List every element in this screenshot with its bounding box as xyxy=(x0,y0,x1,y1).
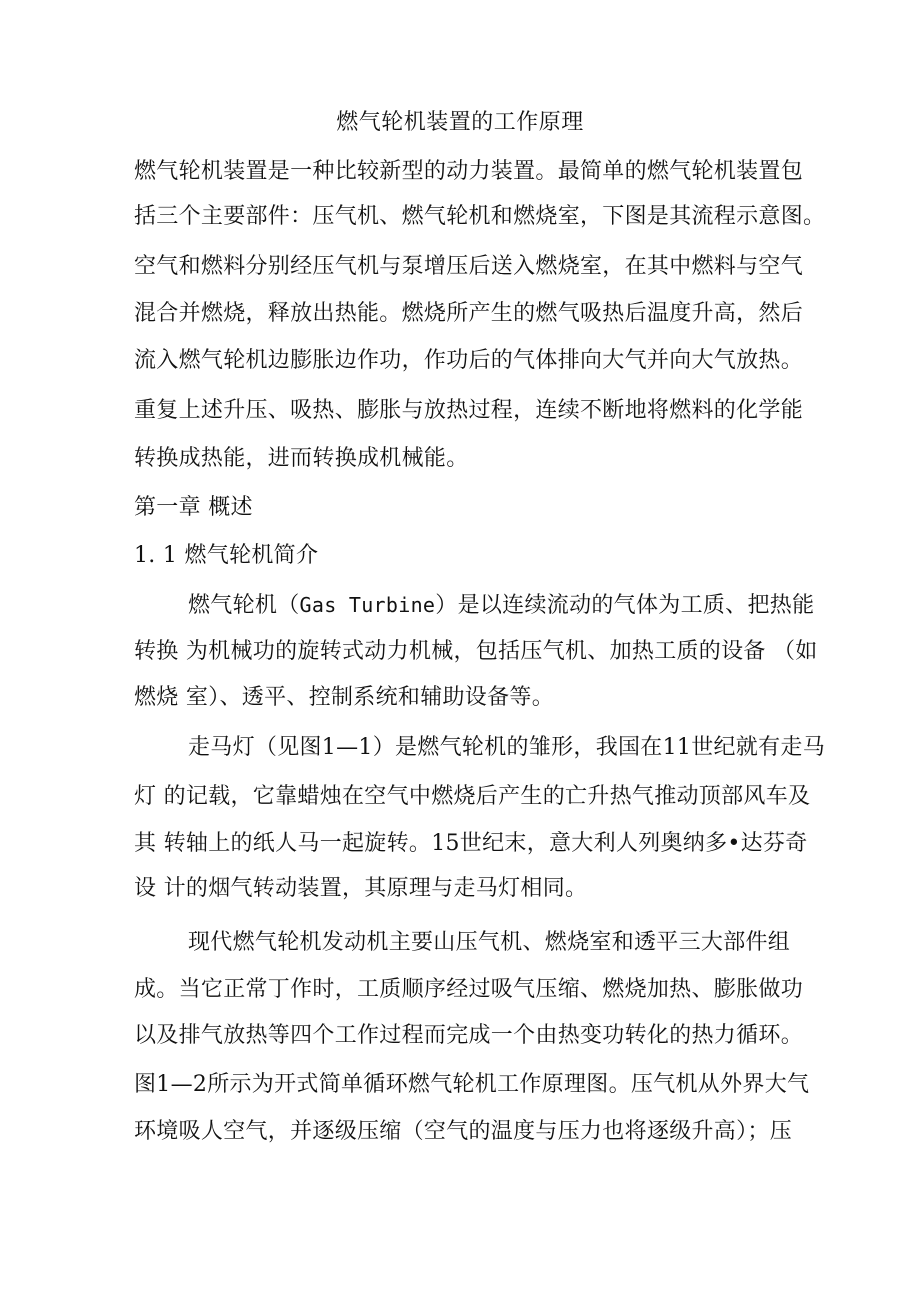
para2-line-1: 走马灯（见图1—1）是燃气轮机的雏形，我国在11世纪就有走马 xyxy=(188,735,825,760)
chapter-heading: 第一章 概述 xyxy=(134,495,253,520)
para2-line-4: 设 计的烟气转动装置，其原理与走马灯相同。 xyxy=(134,876,588,901)
intro-line-7: 转换成热能，进而转换成机械能。 xyxy=(134,446,469,471)
para3-line-2: 成。当它正常丁作时，工质顺序经过吸气压缩、燃烧加热、膨胀做功 xyxy=(134,977,804,1002)
section-heading: 1. 1 燃气轮机简介 xyxy=(134,543,319,568)
intro-line-2: 括三个主要部件：压气机、燃气轮机和燃烧室，下图是其流程示意图。 xyxy=(134,204,826,229)
intro-line-1: 燃气轮机装置是一种比较新型的动力装置。最简单的燃气轮机装置包 xyxy=(134,159,804,184)
para1-line-1-pre: 燃气轮机（ xyxy=(188,593,300,618)
para1-line-2: 转换 为机械功的旋转式动力机械，包括压气机、加热工质的设备 （如 xyxy=(134,639,818,664)
intro-line-3: 空气和燃料分别经压气机与泵增压后送入燃烧室，在其中燃料与空气 xyxy=(134,254,804,279)
intro-line-6: 重复上述升压、吸热、膨胀与放热过程，连续不断地将燃料的化学能 xyxy=(134,398,804,423)
para1-line-1-latin: Gas Turbine xyxy=(299,593,436,617)
para3-line-5: 环境吸人空气，并逐级压缩（空气的温度与压力也将逐级升高）；压 xyxy=(134,1119,793,1144)
intro-line-4: 混合并燃烧，释放出热能。燃烧所产生的燃气吸热后温度升高，然后 xyxy=(134,301,804,326)
para3-line-4: 图1—2所示为开式简单循环燃气轮机工作原理图。压气机从外界大气 xyxy=(134,1072,810,1097)
para3-line-3: 以及排气放热等四个工作过程而完成一个由热变功转化的热力循环。 xyxy=(134,1023,804,1048)
para2-line-2: 灯 的记载，它靠蜡烛在空气中燃烧后产生的亡升热气推动顶部风车及 xyxy=(134,784,811,809)
para1-line-1 xyxy=(188,590,814,621)
document-title: 燃气轮机装置的工作原理 xyxy=(336,110,584,135)
para2-line-3: 其 转轴上的纸人马一起旋转。15世纪末，意大利人列奥纳多•达芬奇 xyxy=(134,831,808,856)
para1-line-3: 燃烧 室）、透平、控制系统和辅助设备等。 xyxy=(134,685,554,710)
intro-line-5: 流入燃气轮机边膨胀边作功，作功后的气体排向大气并向大气放热。 xyxy=(134,348,804,373)
para1-line-1-post: ）是以连续流动的气体为工质、把热能 xyxy=(435,593,815,618)
para3-line-1: 现代燃气轮机发动机主要山压气机、燃烧室和透平三大部件组 xyxy=(188,930,791,955)
